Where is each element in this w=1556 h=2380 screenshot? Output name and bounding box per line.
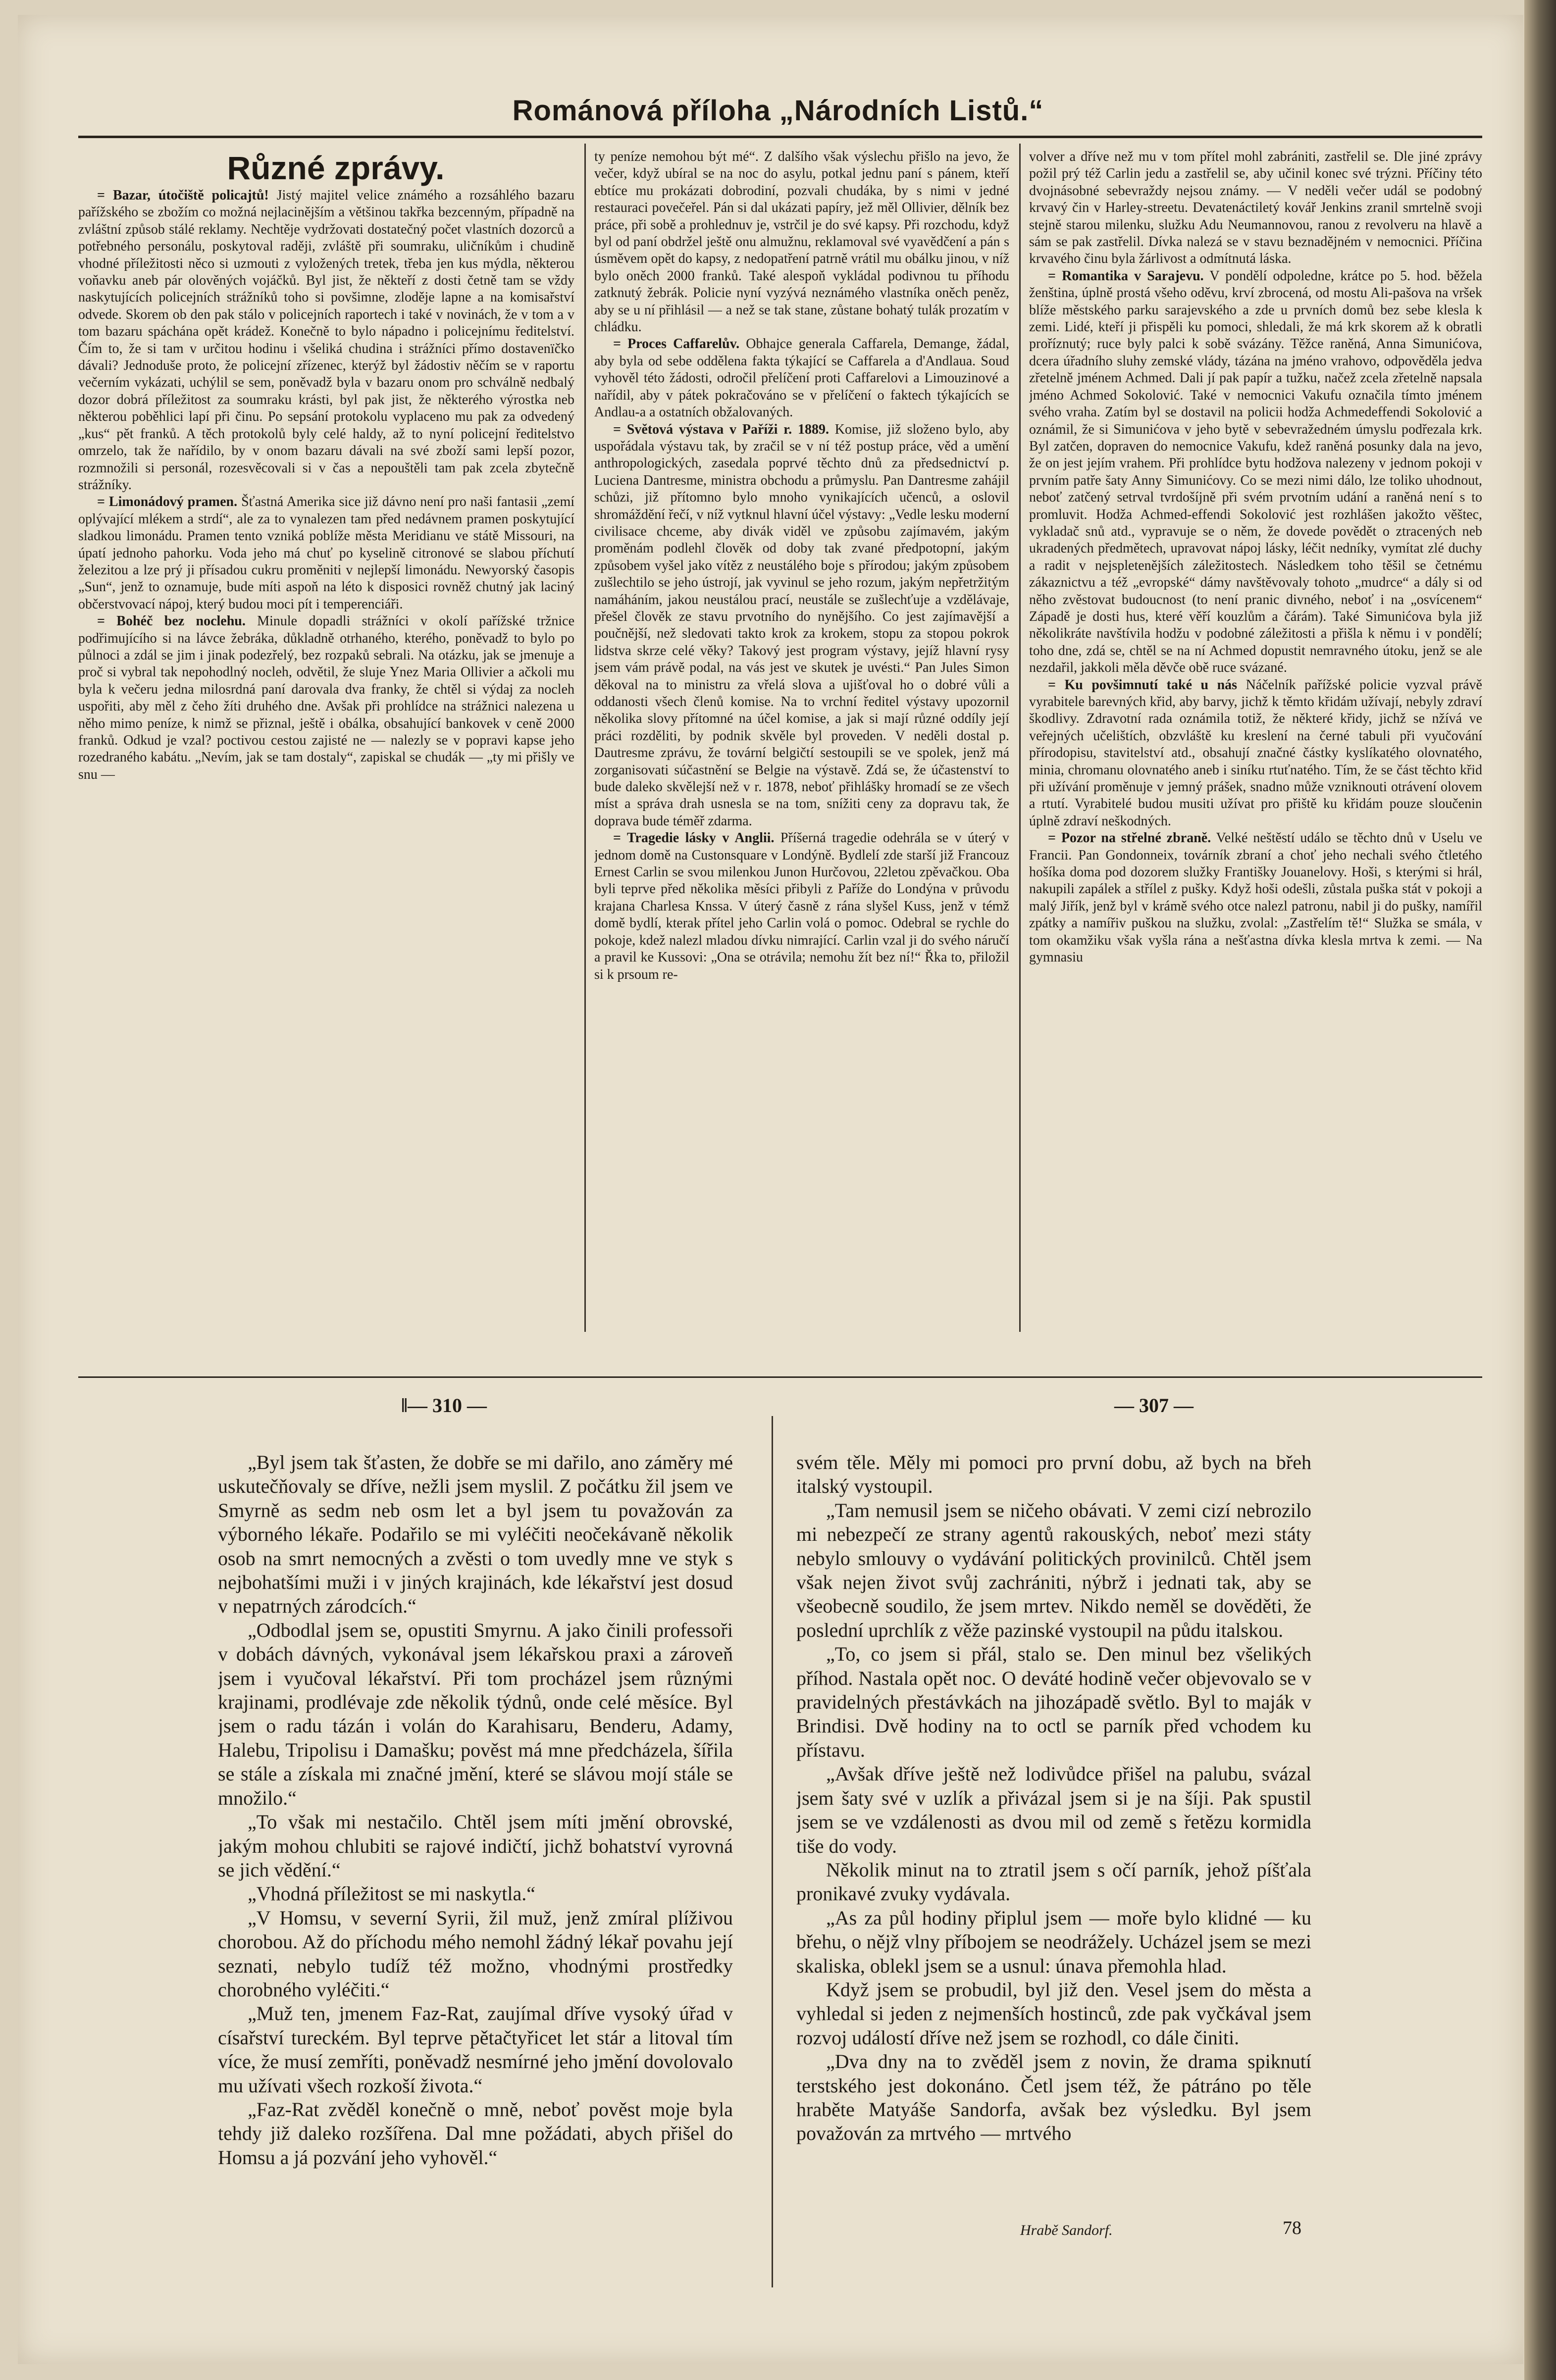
news-rubric: = Tragedie lásky v Anglii. xyxy=(613,830,775,846)
news-text: Komise, již složeno bylo, aby uspořádala výstavu tak, by zračil se v ní též postup práce, věd a umění anthropologických, zasedala poprvé těchto dnů za předsednictví p. Luciena Dantresme, ministra obchodu a průmyslu. Pan Dantresme zahájil schůzi, již přítomno bylo mnoho vynikajících učenců, a oslovil shromáždění řečí, v níž vytknul hlavní účel výstavy: „Vedle lesku moderní civilisace chceme, aby divák viděl ve způsobu zajímavém, jakým proměnám podlehl člověk od doby tak zvané předpotopní, jakým způsobem vyšel jako vítěz z neustálého boje s přírodou; jakým způsobem zušlechtilo se jeho ústrojí, jak vyvinul se jeho rozum, jakým nepřetržitým namáháním, jakou neustálou prací, neustále se zušlechťuje a vzdělávaje, přešel člověk ze stavu prvotního do nynějšího. Co jest zajímavější a poučnější, než sledovati takto krok za krokem, stopu za stopou pokrok lidstva skrze celé věky? Takový jest program výstavy, jejíž hlavní rysy jsem vám právě podal, na vás jest ve skutek je uvésti.“ Pan Jules Simon děkoval na to ministru za vřelá slova a ujišťoval ho o dobré vůli a oddanosti všech členů komise. Na to vrchní ředitel výstavy upozornil několika slovy přítomné na účel komise, a jak si mají různé oddíly její práci rozděliti, by podnik skvěle byl proveden. V neděli dostal p. Dautresme zprávu, že tovární belgičtí sestoupili se ve spolek, jenž má zorganisovati súčastnění se Belgie na výstavě. Zdá se, že účastenství to bude daleko skvělejší než v r. 1878, neboť přihlášky hromadí se ze všech míst a správa drah usnesla se na tom, snížiti ceny za dopravu tak, že doprava bude téměř zdarma. xyxy=(594,421,1009,829)
news-rubric: = Pozor na střelné zbraně. xyxy=(1048,830,1211,846)
news-rubric: = Proces Caffarelův. xyxy=(613,336,740,352)
news-rubric: = Ku povšimnutí také u nás xyxy=(1048,677,1238,693)
novel-paragraph: „Avšak dříve ještě než lodivůdce přišel na palubu, svázal jsem šaty své v uzlík a přivázal jsem si je na šíji. Pak spustil jsem se ve vzdálenosti as dvou mil od země s řetězu kormidla tiše do vody. xyxy=(796,1763,1311,1857)
novel-paragraph: „To, co jsem si přál, stalo se. Den minul bez všelikých příhod. Nastala opět noc. O deváté hodině večer objevovalo se v pravidelných přestávkách na jihozápadě světlo. Byl to maják v Brindisi. Dvě hodiny na to octl se parník před vchodem ku přístavu. xyxy=(796,1643,1311,1761)
novel-column-right xyxy=(796,1451,1311,2292)
novel-paragraph: „V Homsu, v severní Syrii, žil muž, jenž zmíral plíživou chorobou. Až do příchodu mého nemohl žádný lékař povahu její seznati, nebylo tudíž též možno, vhodnými prostředky chorobného vyléčiti.“ xyxy=(218,1906,733,2001)
section-heading: Různé zprávy. xyxy=(227,150,445,186)
news-rubric: = Romantika v Sarajevu. xyxy=(1048,268,1204,284)
novel-signature: Hrabě Sandorf. xyxy=(1020,2222,1113,2238)
novel-paragraph: „Odbodlal jsem se, opustiti Smyrnu. A jako činili professoři v dobách dávných, vykonával jsem lékařskou praxi a zároveň jsem i vyučoval lékařství. Při tom procházel jsem různými krajinami, prodlévaje zde několik týdnů, onde celé měsíce. Byl jsem o radu tázán i volán do Karahisaru, Benderu, Adamy, Halebu, Tripolisu i Damašku; pověst má mne předcházela, šířila se stále a získala mi značné jmění, které se slávou mojí stále se množilo.“ xyxy=(218,1619,733,1809)
news-text: Příšerná tragedie odehrála se v úterý v jednom domě na Custonsquare v Londýně. Bydlelí zde starší již Francouz Ernest Carlin se svou milenkou Junon Hurčovou, 22letou zpěvačkou. Oba byli teprve před několika měsíci přibyli z Paříže do Londýna v průvodu krajana Charlesa Knssa. V úterý časně z rána slyšel Kuss, jenž v témž domě bydlí, kterak přítel jeho Carlin volá o pomoc. Odebral se rychle do pokoje, kdež nalezl mladou dívku nimrající. Carlin vzal ji do svého náručí a pravil ke Kussovi: „Ona se otrávila; nemohu žít bez ní!“ Řka to, přiložil si k prsoum re- xyxy=(594,830,1009,982)
column-divider xyxy=(1019,144,1021,1332)
news-text: Náčelník pařížské policie vyzval právě vyrabitele barevných křid, aby barvy, jichž k těmto křidám užívají, nebyly zdraví škodlivy. Zdravotní rada oznámila totiž, že některé křidy, jichž se nžívá ve veřejných učelištích, obzvláště ku kreslení na černé tabuli při vyučování přírodopisu, stavitelství atd., obsahují značné částky kyslíkatého olovnatého, minia, chromanu olovnatého aneb i siníku rtuťnatého. Tím, že se část těchto křid při užívání proměnuje v jemný prášek, snadno může vzniknouti otrávení olovem a rtutí. Vyrabitelé budou musiti užívat pro přiště ku křidám pouze sloučenin úplně zdraví neškodných. xyxy=(1029,677,1482,829)
news-text: Jistý majitel velice známého a rozsáhlého bazaru pařížského se zbožím co možná nejlacinějším a většinou takřka bezcenným, případně na zvláštní způsob stálé reklamy. Nechtěje vydržovati dostatečný počet vlastních dozorců a potřebného personálu, poskytoval raději, zvláště při soumraku, uličníkům i chudině vhodné příležitosti něco si uzmouti z vyložených tretek, třeba jen kus mýdla, některou voňavku aneb pár olověných vojáčků. Byl jist, že někteří z dosti četně tam se vždy naskytujících policejních strážníků toho si povšimne, zloděje lapne a na komisařství odvede. Skorem ob den pak stálo v policejních raportech i také v novinách, že v tom a v tom bazaru spáchána opět krádež. Konečně to bylo nápadno i policejnímu ředitelství. Čím to, že si tam v určitou hodinu i všeliká chudina i strážníci přímo dostavenïčko dávali? Jednoduše proto, že policejní zřízenec, kterýž byl žádostiv něčím se v raportu večerním vykázati, uchýlil se sem, poněvadž byla v bazaru onom pro schválně nedbalý dozor dobrá příležitost za soumraku krásti, byl pak jist, že některého výrostka neb některou poběhlici lapí při činu. Po sepsání protokolu vyplaceno mu pak za odvedený „kus“ pět franků. A těch protokolů byly celé haldy, až to nyní policejní ředitelstvo omrzelo, tak že nařídilo, by v onom bazaru dávali na své zboží sami lepší pozor, rozmnožili si personál, rozesvěcovali si v čas a nepouštěli tam pak zcela zbytečně strážníky. xyxy=(78,188,574,493)
novel-paragraph: „Byl jsem tak šťasten, že dobře se mi dařilo, ano záměry mé uskutečňovaly se dříve, nežli jsem myslil. Z počátku žil jsem ve Smyrně as sedm neb osm let a byl jsem tu považován za výborného lékaře. Podařilo se mi vyléčiti neočekávaně několik osob na smrt nemocných a zvěsti o tom uvedly mne ve styk s nejbohatšími muži i v jiných krajinách, kde lékařství jest dosud v nepatrných zárodcích.“ xyxy=(218,1451,733,1618)
news-item xyxy=(594,149,1009,336)
column-divider xyxy=(584,144,586,1332)
news-rubric: = Bohéč bez noclehu. xyxy=(97,613,246,629)
news-text: Obhajce generala Caffarela, Demange, žádal, aby byla od sebe oddělena fakta týkající se Caffarela a d'Andlaua. Soud vyhověl této žádosti, odročil přelíčení proti Caffarelovi a Limouzinové a nařídil, aby v pátek pokračováno se v přelíčení o faktech týkajících se Andlau-a a ostatních obžalovaných. xyxy=(594,336,1009,420)
news-text: Šťastná Amerika sice již dávno není pro naši fantasii „zemí oplývající mlékem a strdí“, ale za to vynalezen tam před nedávnem pramen poskytující sladkou limonádu. Pramen tento vzniká poblíže města Meridianu ve státě Missouri, na úpatí jednoho pahorku. Voda jeho má chuť po kyselině citronové se slabou příchutí železitou a lze prý ji přísadou cukru proměniti v nejlepší limonádu. Newyorský časopis „Sun“, jenž to oznamuje, bude míti aspoň na léto k disposici rovněž chutný jak laciný občerstvovací nápoj, který budou moci pít i temperenciáři. xyxy=(78,494,574,612)
page-binding-edge xyxy=(1524,0,1556,2380)
news-column-1 xyxy=(78,149,574,1347)
news-column-3 xyxy=(1029,149,1482,1347)
masthead-rule xyxy=(78,136,1482,138)
news-text: Minule dopadli strážníci v okolí pařížské tržnice podřimujícího si na lávce žebráka, důkladně otrhaného, kterého, poněvadž to bylo po půlnoci a zdál se jim i jinak podezřelý, bez rozpaků sebrali. Na otázku, jak se jmenuje a proč si vybral tak nepohodlný nocleh, odvětil, že sluje Ynez Maria Ollivier a ačkoli mu byla k večeru jedna milosrdná paní darovala dva franky, že chtěl si výdaj za nocleh uspořiti, aby měl z čeho žíti druhého dne. Avšak při prohlídce na strážnici nalezena u něho mimo peníze, k nimž se přiznal, ještě i obálka, obsahující bankovek v ceně 2000 franků. Odkud je vzal? poctivou cestou zajisté ne — nalezly se v popravi kapse jeho rozedraného kabátu. „Nevím, jak se tam dostaly“, zapiskal se chudák — „ty mi přišly ve snu — xyxy=(78,613,574,782)
news-text: ty peníze nemohou být mé“. Z dalšího však výslechu přišlo na jevo, že večer, když ubíral se na noc do asylu, potkal jednu paní s pánem, kteří ebtíce mu prokázati dobrodiní, pozvali chudáka, by s nimi v jedné restauraci povečeřel. Pán si dal ukázati papíry, jež měl Ollivier, dělník bez práce, při sobě a prohlednuv je, vstrčil je do své kapsy. Při rozchodu, když byl od paní obdržel ještě onu almužnu, reklamoval své vyavědčení a pán s úsměvem opět do kapsy, z nedopatření patrně vrátil mu obálku jinou, v níž bylo oněch 2000 franků. Také alespoň vykládal podivnou tu příhodu zatknutý žebrák. Policie nyní vyzývá neznámého vlastníka oněch peněz, aby se u ní přihlásil — a než se tak stane, zůstane bohatý tulák prozatím v chládku. xyxy=(594,149,1009,335)
fold-rule xyxy=(78,1376,1482,1378)
novel-paragraph: „As za půl hodiny připlul jsem — moře bylo klidné — ku břehu, o nějž vlny příbojem se neodrážely. Ucházel jsem se mezi skaliska, oblekl jsem se a usnul: únava přemohla hlad. xyxy=(796,1906,1311,1977)
novel-column-left xyxy=(218,1451,733,2292)
novel-paragraph: „Dva dny na to zvěděl jsem z novin, že drama spiknutí terstského jest dokonáno. Četl jsem též, že pátráno po těle hraběte Matyáše Sandorfa, avšak bez výsledku. Byl jsem považován za mrtvého — mrtvého xyxy=(796,2050,1311,2145)
news-item xyxy=(78,613,574,783)
page-number-left: ‖— 310 — xyxy=(401,1394,487,1417)
news-rubric: = Světová výstava v Paříži r. 1889. xyxy=(613,421,829,437)
news-item xyxy=(78,187,574,494)
novel-paragraph: svém těle. Měly mi pomoci pro první dobu, až bych na břeh italský vystoupil. xyxy=(796,1451,1311,1498)
story-column-divider xyxy=(772,1416,773,2287)
sheet-number: 78 xyxy=(1283,2218,1301,2238)
news-item xyxy=(1029,149,1482,268)
news-column-2 xyxy=(594,149,1009,1347)
novel-paragraph: Několik minut na to ztratil jsem s očí parník, jehož píšťala pronikavé zvuky vydávala. xyxy=(796,1858,1311,1905)
novel-paragraph: Když jsem se probudil, byl již den. Vesel jsem do města a vyhledal si jeden z nejmenších hostinců, zde pak vyčkával jsem rozvoj událostí dříve než jsem se rozhodl, co dále činiti. xyxy=(796,1978,1311,2049)
news-item xyxy=(78,494,574,613)
news-text: volver a dříve než mu v tom přítel mohl zabrániti, zastřelil se. Dle jiné zprávy požil prý též Carlin jedu a zastřelil se, aby učinil konec své trýzni. Příčiny této dvojnásobné sebevraždy nejsou známy. — V neděli večer udál se podobný krvavý čin v Harley-streetu. Devatenáctiletý kovář Jenkins zranil smrtelně svoji stejně starou milenku, služku Adu Neumannovou, ranou z revolveru na hlavě a sám se pak zastřelil. Dívka nalezá se v stavu beznadějném v nemocnici. Příčina krvavého činu byla žárlivost a odmítnutá láska. xyxy=(1029,149,1482,267)
novel-paragraph: „Vhodná příležitost se mi naskytla.“ xyxy=(248,1882,535,1905)
news-item xyxy=(594,830,1009,983)
news-text: V pondělí odpoledne, krátce po 5. hod. běžela ženština, úplně prostá všeho oděvu, krví zbrocená, od mostu Ali-pašova na vršek blíže městského parku sarajevského a zde u prvních domů bez sebe klesla k zemi. Lidé, kteří ji přispěli ku pomoci, shledali, že má krk skorem až k obratli proříznutý; ruce byly palci k sobě svázány. Těžce raněná, Anna Simunićova, dcera úřadního sluhy zemské vlády, tázána na jméno vrahovo, odpověděla jedva zřetelně jménem Achmed. Dali jí pak papír a tužku, načež zcela zřetelně napsala jméno Achmed Sokolović. Také v nemocnici Vakufu označila tímto jménem svého vraha. Zatím byl se dostavil na policii hodža Achmedeffendi Sokolović a oznámil, že si Simunićova v jeho bytě v sebevražedném úmyslu podřezala krk. Byl zatčen, dopraven do nemocnice Vakufu, kdež raněná posunky dala na jevo, že on jest jejím vrahem. Při prohlídce bytu hodžova nalezeny v jednom pokoji v prvním patře šaty Anny Simunićovy. Co se mezi nimi dálo, lze toliko uhodnout, neboť zatčený setrval tvrdošíjně při svém prvotním udání a raněná není s to promluvit. Hodža Achmed-effendi Sokolović jest rozhlášen jakožto věštec, vykladač snů atd., vypravuje se o něm, že dovede povědět o ztracených neb ukradených předmětech, upravovat nápoj lásky, léčit nedníky, vymítat zlé duchy a radit v nejspletenějších záležitostech. Následkem toho těšil se četnému zákaznictvu a též „evropské“ dámy navštěvovaly tohoto „mudrce“ a dály si od něho zvěstovat budoucnost (to není pranic divného, neboť i na „osvícenem“ Západě je dosti hus, které věří kouzlům a čárám). Také Simunićova byla již několikráte navštívila hodžu v podobné záležitosti a přišla k němu i v pondělí; toho dne, zdá se, chtěl se na ní Achmed dopustit nemravného útoku, jenž se ale nezdařil, jakkoli měla děvče obě ruce svázané. xyxy=(1029,268,1482,676)
novel-paragraph: „Muž ten, jmenem Faz-Rat, zaujímal dříve vysoký úřad v císařství tureckém. Byl teprve pětačtyřicet let stár a litoval tím více, že musí zemříti, poněvadž nesmírné jeho jmění dovolovalo mu užívati všech rozkoší života.“ xyxy=(218,2002,733,2097)
masthead: Románová příloha „Národních Listů.“ xyxy=(512,95,1044,127)
news-rubric: = Limonádový pramen. xyxy=(97,494,238,510)
news-item xyxy=(1029,677,1482,830)
news-rubric: = Bazar, útočiště policajtů! xyxy=(97,188,269,203)
news-item xyxy=(1029,830,1482,966)
novel-paragraph: „Faz-Rat zvěděl konečně o mně, neboť pověst moje byla tehdy již daleko rozšířena. Dal mne požádati, abych přišel do Homsu a já pozvání jeho vyhověl.“ xyxy=(218,2098,733,2169)
novel-paragraph: „To však mi nestačilo. Chtěl jsem míti jmění obrovské, jakým mohou chlubiti se rajové indičtí, jichž bohatství vyrovná se jich vědění.“ xyxy=(218,1811,733,1881)
news-text: Velké neštěstí událo se těchto dnů v Uselu ve Francii. Pan Gondonneix, továrník zbraní a choť jeho nechali svého čtletého hošíka doma pod dozorem služky Františky Jouanelovy. Hoši, s kterými si hrál, nakupili zapálek a střílel z pušky. Když hoši odešli, zůstala puška stát v pokoji a malý Jiřík, jenž byl v krámě svého otce nalezl patronu, nabil ji do pušky, namířil zpátky a namířiv puškou na služku, zvolal: „Zastřelím tě!“ Služka se smála, v tom okamžiku však vyšla rána a nešťastna dívka klesla mrtva k zemi. — Na gymnasiu xyxy=(1029,830,1482,965)
page-number-right: — 307 — xyxy=(1114,1394,1193,1417)
news-item xyxy=(1029,268,1482,677)
news-item xyxy=(594,336,1009,421)
novel-paragraph: „Tam nemusil jsem se ničeho obávati. V zemi cizí nebrozilo mi nebezpečí ze strany agentů rakouských, neboť mezi státy nebylo smlouvy o vydávání politických provinilců. Chtěl jsem však nejen život svůj zachrániti, nýbrž i jednati tak, aby se všeobecně soudilo, že jsem mrtev. Nikdo neměl se dověděti, že poslední uprchlík z věže pazinské vystoupil na půdu italskou. xyxy=(796,1499,1311,1641)
news-item xyxy=(594,421,1009,830)
